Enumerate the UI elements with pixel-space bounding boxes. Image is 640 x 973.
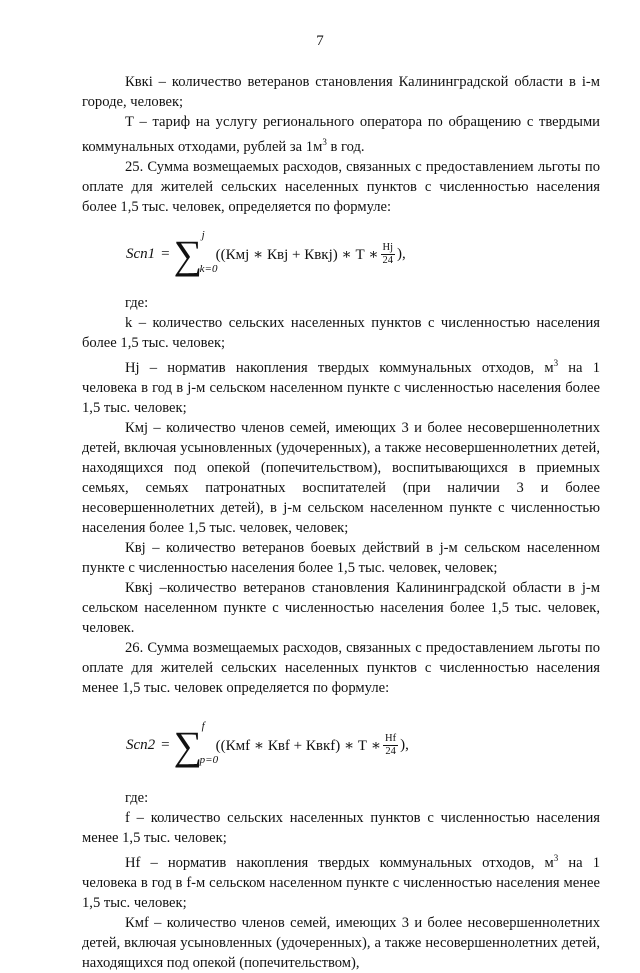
paragraph-nf: Нf – норматив накопления твердых коммунальных отходов, $м^3$ на 1 человека в год в f-м сельском населенном пункте с численностью населения менее 1,5 тыс. человек; <box>82 852 600 911</box>
paragraph-kmj: Кмj – количество членов семей, имеющих 3 и более несовершеннолетних детей, включая усыновленных (удочеренных), а также несовершеннолетних детей, находящихся под опекой (попечительством), воспитывающихся в приемных семьях, семьях патронатных воспитателей (при наличии 3 и более несовершеннолетних детей), в j-м сельском населенном пункте с численностью населения более 1,5 тыс. человек, человек; <box>82 419 600 536</box>
formula-scp1: Sсп1 = ∑ j k=0 ((Кмj ∗ Квj + Квкj) ∗ Т ∗ $\frac{Нj}{24}$ ), <box>126 228 406 277</box>
sum-symbol: ∑ f p=0 <box>173 719 219 768</box>
paragraph-tariff: Т – тариф на услугу регионального оператора по обращению с твердыми коммунальных отходами, рублей за $1м^3$ в год. <box>82 114 600 155</box>
page-number: 7 <box>316 33 324 49</box>
paragraph-k: k – количество сельских населенных пунктов с численностью населения более 1,5 тыс. человек; <box>82 314 600 351</box>
paragraph-item-25: 25. Сумма возмещаемых расходов, связанных с предоставлением льготы по оплате для жителей сельских населенных пунктов с численностью населения более 1,5 тыс. человек, определяется по формуле: <box>82 158 600 215</box>
document-body <box>82 72 600 973</box>
paragraph-nj: Нj – норматив накопления твердых коммунальных отходов, $м^3$ на 1 человека в год в j-м сельском населенном пункте с численностью населения более 1,5 тыс. человек; <box>82 357 600 416</box>
paragraph-kvkj: Квкj –количество ветеранов становления Калининградской области в j-м сельском населенном пункте с численностью населения более 1,5 тыс. человек, человек. <box>82 579 600 636</box>
where-label-1: где: <box>125 294 149 311</box>
sum-symbol: ∑ j k=0 <box>173 228 218 277</box>
where-label-2: где: <box>125 789 149 806</box>
paragraph-item-26: 26. Сумма возмещаемых расходов, связанных с предоставлением льготы по оплате для жителей сельских населенных пунктов с численностью населения менее 1,5 тыс. человек определяется по формуле: <box>82 639 600 696</box>
formula-scp2: Sсп2 = ∑ f p=0 ((Кмf ∗ Квf + Квкf) ∗ Т ∗ $\frac{Нf}{24}$ ), <box>126 719 409 768</box>
paragraph-kvj: Квj – количество ветеранов боевых действий в j-м сельском населенном пункте с численностью населения более 1,5 тыс. человек, человек; <box>82 539 600 576</box>
paragraph-kmf: Кмf – количество членов семей, имеющих 3 и более несовершеннолетних детей, включая усыновленных (удочеренных), а также несовершеннолетних детей, находящихся под опекой (попечительством), <box>82 914 600 971</box>
paragraph-kvki: Квкi – количество ветеранов становления Калининградской области в i-м городе, человек; <box>82 74 600 110</box>
paragraph-f: f – количество сельских населенных пунктов с численностью населения менее 1,5 тыс. человек; <box>82 809 600 846</box>
